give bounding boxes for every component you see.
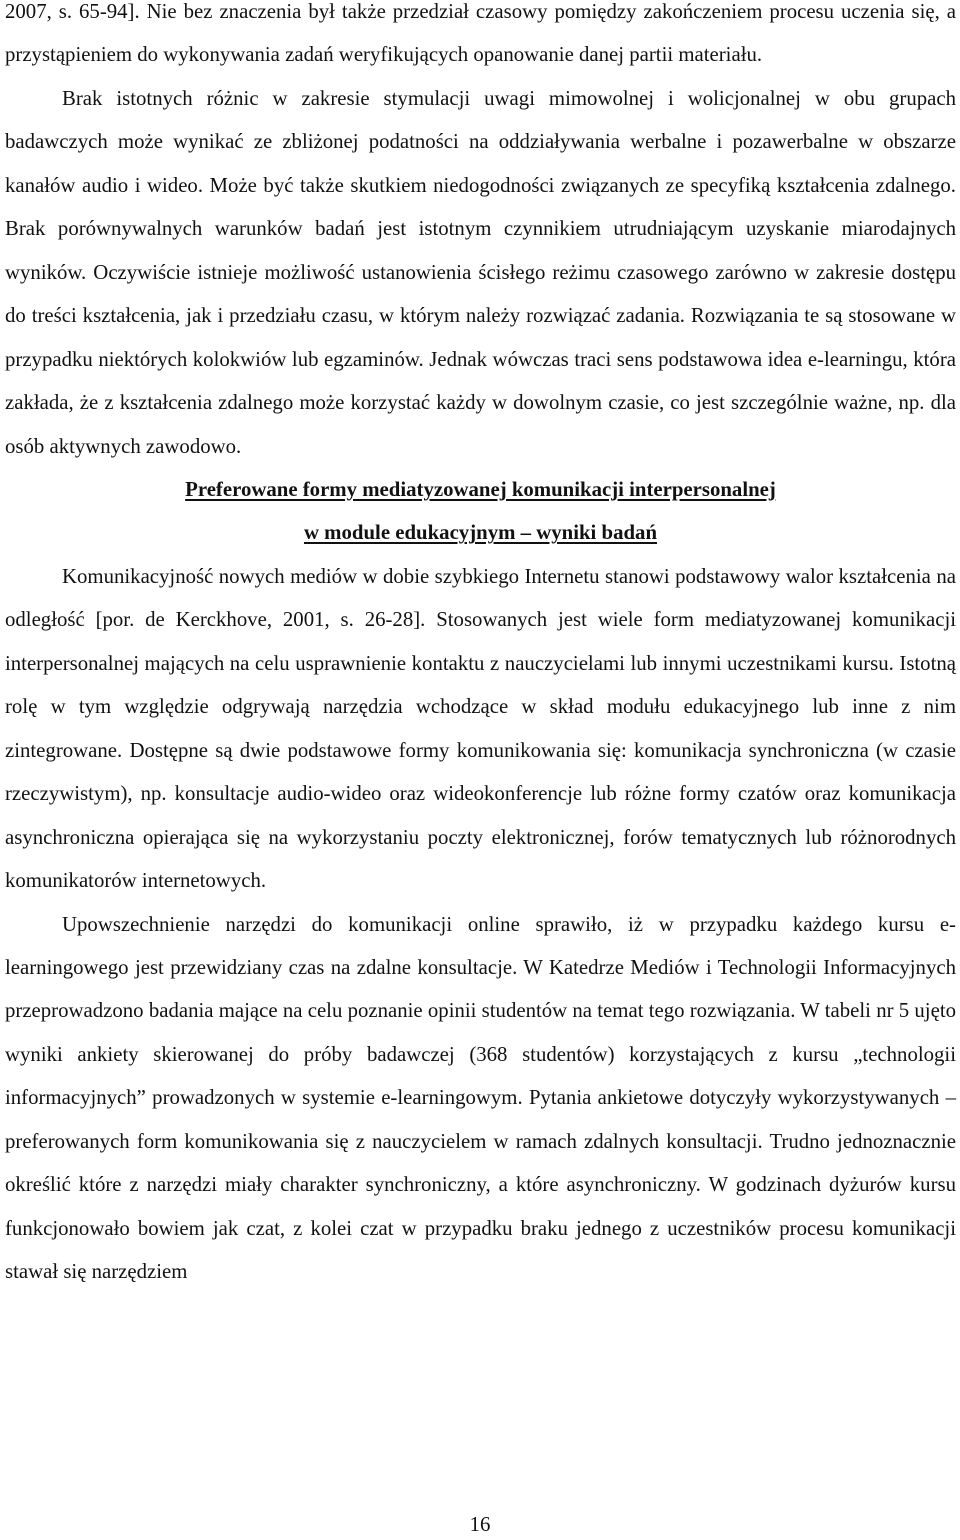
paragraph-attention-stimulation: Brak istotnych różnic w zakresie stymulacji uwagi mimowolnej i wolicjonalnej w obu grupach badawczych może wynikać ze zbliżonej podatności na oddziaływania werbalne i pozawerbalne w obszarze kanałów audio i wideo. Może być także skutkiem niedogodności związanych ze specyfiką kształcenia zdalnego. Brak porównywalnych warunków badań jest istotnym czynnikiem utrudniającym uzyskanie miarodajnych wyników. Oczywiście istnieje możliwość ustanowienia ścisłego reżimu czasowego zarówno w zakresie dostępu do treści kształcenia, jak i przedziału czasu, w którym należy rozwiązać zadania. Rozwiązania te są stosowane w przypadku niektórych kolokwiów lub egzaminów. Jednak wówczas traci sens podstawowa idea e-learningu, która zakłada, że z kształcenia zdalnego może korzystać każdy w dowolnym czasie, co jest szczególnie ważne, np. dla osób aktywnych zawodowo. <box>5 86 956 458</box>
paragraph-research-survey: Upowszechnienie narzędzi do komunikacji online sprawiło, iż w przypadku każdego kursu e-learningowego jest przewidziany czas na zdalne konsultacje. W Katedrze Mediów i Technologii Informacyjnych przeprowadzono badania mające na celu poznanie opinii studentów na temat tego rozwiązania. W tabeli nr 5 ujęto wyniki ankiety skierowanej do próby badawczej (368 studentów) korzystających z kursu „technologii informacyjnych” prowadzonych w systemie e-learningowym. Pytania ankietowe dotyczyły wykorzystywanych – preferowanych form komunikowania się z nauczycielem w ramach zdalnych konsultacji. Trudno jednoznacznie określić które z narzędzi miały charakter synchroniczny, a które asynchroniczny. W godzinach dyżurów kursu funkcjonowało bowiem jak czat, z kolei czat w przypadku braku jednego z uczestników procesu komunikacji stawał się narzędziem <box>5 912 956 1284</box>
document-page <box>5 0 956 1294</box>
page-number: 16 <box>469 1513 491 1536</box>
paragraph-continuation: 2007, s. 65-94]. Nie bez znaczenia był także przedział czasowy pomiędzy zakończeniem procesu uczenia się, a przystąpieniem do wykonywania zadań weryfikujących opanowanie danej partii materiału. <box>5 0 956 67</box>
section-heading-line-1: Preferowane formy mediatyzowanej komunikacji interpersonalnej <box>185 477 776 501</box>
paragraph-communication-forms: Komunikacyjność nowych mediów w dobie szybkiego Internetu stanowi podstawowy walor kształcenia na odległość [por. de Kerckhove, 2001, s. 26-28]. Stosowanych jest wiele form mediatyzowanej komunikacji interpersonalnej mających na celu usprawnienie kontaktu z nauczycielami lub innymi uczestnikami kursu. Istotną rolę w tym względzie odgrywają narzędzia wchodzące w skład modułu edukacyjnego lub inne z nim zintegrowane. Dostępne są dwie podstawowe formy komunikowania się: komunikacja synchroniczna (w czasie rzeczywistym), np. konsultacje audio-wideo oraz wideokonferencje lub różne formy czatów oraz komunikacja asynchroniczna opierająca się na wykorzystaniu poczty elektronicznej, forów tematycznych lub różnorodnych komunikatorów internetowych. <box>5 564 956 893</box>
section-heading-line-2: w module edukacyjnym – wyniki badań <box>303 521 658 545</box>
